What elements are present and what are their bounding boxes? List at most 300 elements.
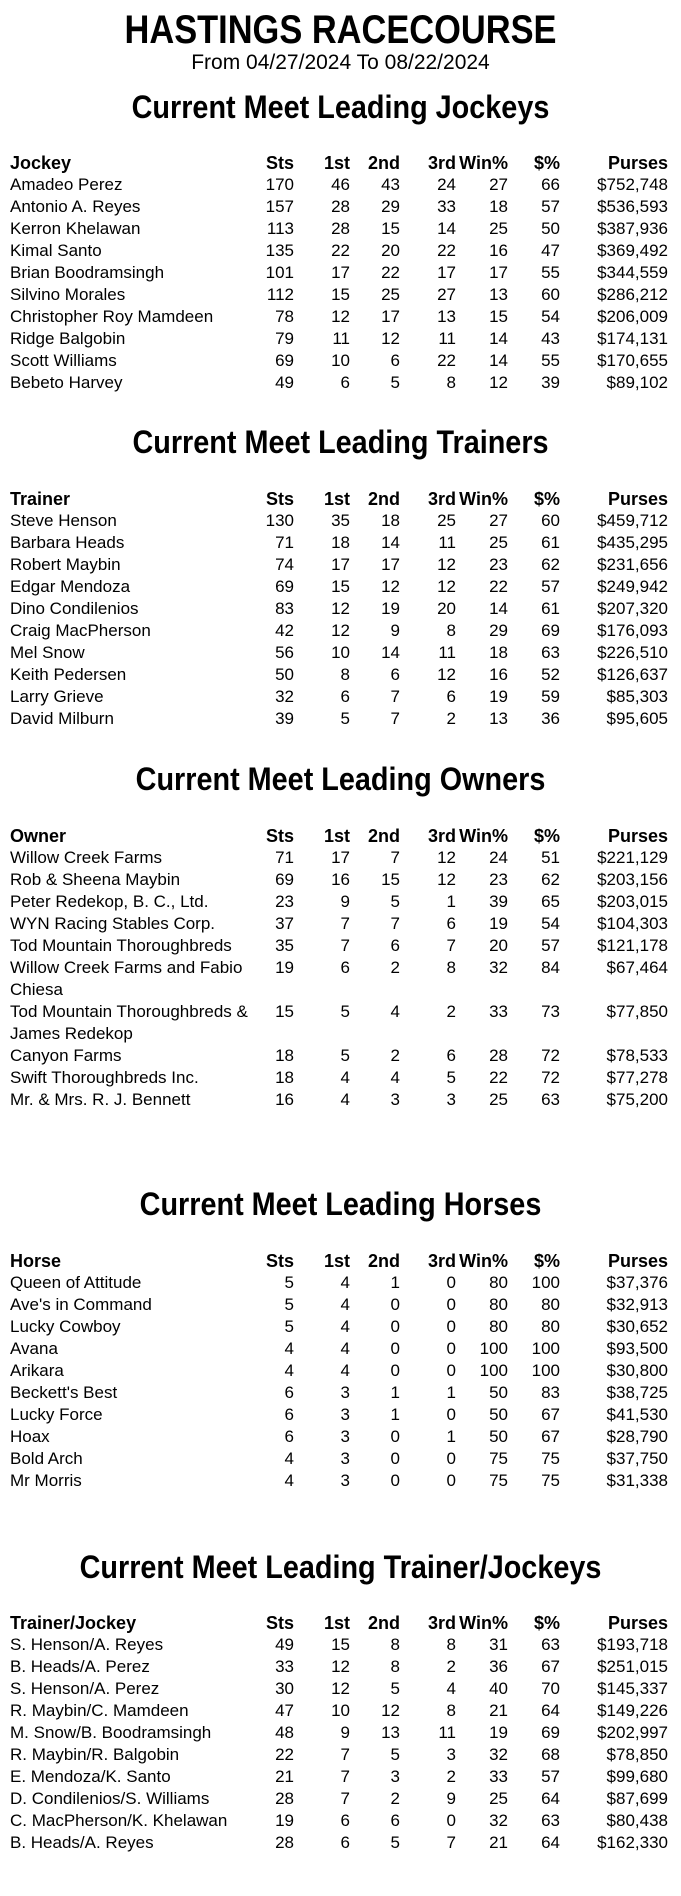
cell-name: Willow Creek Farms and Fabio Chiesa (10, 958, 243, 999)
cell-third: 6 (446, 914, 456, 933)
cell-second: 2 (390, 1046, 400, 1065)
cell-name: Bebeto Harvey (10, 373, 123, 392)
cell-win-pct: 24 (489, 848, 508, 867)
cell-sts: 21 (275, 1767, 294, 1786)
cell-second: 12 (381, 329, 400, 348)
cell-win-pct: 25 (489, 219, 508, 238)
cell-dollar-pct: 67 (541, 1405, 560, 1424)
table-row (10, 306, 668, 328)
cell-first: 5 (340, 1046, 350, 1065)
cell-dollar-pct: 52 (541, 665, 560, 684)
cell-third: 11 (438, 533, 456, 552)
cell-win-pct: 31 (489, 1635, 508, 1654)
cell-second: 7 (390, 687, 400, 706)
table-header-row (10, 1612, 668, 1634)
cell-name: Avana (10, 1339, 58, 1358)
column-header-win-pct: Win% (459, 153, 508, 173)
cell-sts: 18 (275, 1046, 294, 1065)
cell-win-pct: 21 (489, 1701, 508, 1720)
cell-purses: $162,330 (597, 1833, 668, 1852)
cell-first: 5 (340, 709, 350, 728)
cell-win-pct: 21 (489, 1833, 508, 1852)
column-header-dollar-pct: $% (533, 489, 560, 509)
cell-first: 3 (340, 1405, 350, 1424)
cell-first: 3 (340, 1449, 350, 1468)
cell-first: 22 (331, 241, 350, 260)
cell-sts: 48 (275, 1723, 294, 1742)
cell-purses: $30,652 (606, 1317, 668, 1336)
column-header-dollar-pct: $% (533, 1613, 560, 1633)
cell-first: 4 (340, 1273, 350, 1292)
table-row (10, 686, 668, 708)
cell-dollar-pct: 100 (531, 1361, 560, 1380)
cell-name: Kimal Santo (10, 241, 102, 260)
table-row (10, 262, 668, 284)
date-range: From 04/27/2024 To 08/22/2024 (191, 51, 490, 74)
section-title: Current Meet Leading Trainer/Jockeys (79, 1549, 602, 1585)
cell-purses: $37,750 (606, 1449, 668, 1468)
cell-purses: $387,936 (597, 219, 668, 238)
cell-name: Canyon Farms (10, 1046, 122, 1065)
cell-sts: 4 (284, 1449, 294, 1468)
cell-first: 7 (340, 1745, 350, 1764)
cell-dollar-pct: 63 (541, 1811, 560, 1830)
cell-purses: $536,593 (597, 197, 668, 216)
cell-sts: 18 (275, 1068, 294, 1087)
column-header-sts: Sts (265, 1251, 294, 1271)
cell-win-pct: 19 (489, 687, 508, 706)
cell-second: 3 (390, 1090, 400, 1109)
cell-first: 15 (331, 577, 350, 596)
cell-third: 2 (446, 1767, 456, 1786)
table-row (10, 957, 668, 1001)
cell-win-pct: 18 (489, 197, 508, 216)
cell-win-pct: 32 (489, 1811, 508, 1830)
cell-third: 1 (446, 892, 456, 911)
cell-sts: 135 (265, 241, 294, 260)
cell-purses: $286,212 (597, 285, 668, 304)
cell-sts: 4 (284, 1471, 294, 1490)
table-row (10, 218, 668, 240)
cell-third: 0 (446, 1449, 456, 1468)
cell-sts: 35 (275, 936, 294, 955)
cell-purses: $75,200 (606, 1090, 668, 1109)
cell-win-pct: 14 (489, 599, 508, 618)
column-header-second: 2nd (367, 1613, 400, 1633)
cell-sts: 130 (265, 511, 294, 530)
cell-purses: $32,913 (606, 1295, 668, 1314)
cell-third: 2 (446, 709, 456, 728)
cell-second: 20 (381, 241, 400, 260)
cell-sts: 71 (275, 848, 294, 867)
cell-win-pct: 75 (489, 1471, 508, 1490)
cell-third: 3 (446, 1745, 456, 1764)
cell-third: 12 (437, 577, 456, 596)
table-row (10, 174, 668, 196)
cell-third: 8 (446, 1701, 456, 1720)
cell-third: 22 (437, 241, 456, 260)
cell-second: 5 (390, 373, 400, 392)
table-row (10, 598, 668, 620)
cell-first: 35 (331, 511, 350, 530)
section-title: Current Meet Leading Owners (135, 761, 546, 797)
cell-first: 15 (331, 1635, 350, 1654)
cell-second: 12 (381, 1701, 400, 1720)
cell-third: 1 (446, 1383, 456, 1402)
cell-name: Queen of Attitude (10, 1273, 142, 1292)
cell-first: 16 (331, 870, 350, 889)
cell-sts: 170 (265, 175, 294, 194)
cell-sts: 39 (275, 709, 294, 728)
cell-dollar-pct: 39 (541, 373, 560, 392)
cell-third: 0 (446, 1273, 456, 1292)
cell-purses: $37,376 (606, 1273, 668, 1292)
column-header-name: Owner (10, 826, 67, 846)
cell-purses: $145,337 (597, 1679, 668, 1698)
table-row (10, 1360, 668, 1382)
cell-sts: 6 (284, 1427, 294, 1446)
cell-first: 6 (340, 1811, 350, 1830)
cell-dollar-pct: 47 (541, 241, 560, 260)
cell-name: Dino Condilenios (10, 599, 139, 618)
cell-sts: 28 (275, 1789, 294, 1808)
table-row (10, 708, 668, 730)
cell-sts: 6 (284, 1405, 294, 1424)
cell-win-pct: 23 (489, 555, 508, 574)
cell-second: 5 (390, 1679, 400, 1698)
cell-name: Lucky Force (10, 1405, 103, 1424)
table-row (10, 350, 668, 372)
cell-first: 8 (340, 665, 350, 684)
cell-second: 4 (390, 1068, 400, 1087)
cell-sts: 42 (275, 621, 294, 640)
cell-first: 12 (331, 1679, 350, 1698)
cell-third: 1 (446, 1427, 456, 1446)
cell-third: 11 (438, 643, 456, 662)
table-row (10, 1045, 668, 1067)
table-row (10, 576, 668, 598)
cell-first: 28 (331, 219, 350, 238)
table-row (10, 1294, 668, 1316)
cell-name: Ridge Balgobin (10, 329, 126, 348)
cell-second: 5 (390, 1833, 400, 1852)
cell-third: 27 (437, 285, 456, 304)
cell-name: S. Henson/A. Perez (10, 1679, 160, 1698)
cell-purses: $251,015 (597, 1657, 668, 1676)
cell-dollar-pct: 59 (541, 687, 560, 706)
cell-win-pct: 50 (489, 1427, 508, 1446)
cell-purses: $459,712 (597, 511, 668, 530)
cell-sts: 78 (275, 307, 294, 326)
column-header-win-pct: Win% (459, 1613, 508, 1633)
column-header-purses: Purses (607, 826, 668, 846)
cell-second: 1 (390, 1273, 400, 1292)
cell-win-pct: 23 (489, 870, 508, 889)
cell-sts: 79 (275, 329, 294, 348)
cell-dollar-pct: 61 (541, 533, 560, 552)
cell-purses: $221,129 (597, 848, 668, 867)
cell-sts: 30 (275, 1679, 294, 1698)
cell-second: 1 (390, 1405, 400, 1424)
cell-win-pct: 25 (489, 1789, 508, 1808)
cell-second: 43 (381, 175, 400, 194)
cell-third: 14 (437, 219, 456, 238)
cell-sts: 47 (275, 1701, 294, 1720)
cell-third: 12 (437, 665, 456, 684)
cell-first: 28 (331, 197, 350, 216)
cell-second: 2 (390, 958, 400, 977)
cell-first: 4 (340, 1317, 350, 1336)
cell-purses: $31,338 (606, 1471, 668, 1490)
cell-purses: $231,656 (597, 555, 668, 574)
cell-third: 4 (446, 1679, 456, 1698)
cell-purses: $207,320 (597, 599, 668, 618)
cell-dollar-pct: 64 (541, 1789, 560, 1808)
cell-dollar-pct: 62 (541, 870, 560, 889)
cell-purses: $78,850 (606, 1745, 668, 1764)
cell-purses: $77,278 (606, 1068, 668, 1087)
table-row (10, 1744, 668, 1766)
column-header-third: 3rd (427, 1251, 456, 1271)
cell-name: Tod Mountain Thoroughbreds & James Redekop (10, 1002, 248, 1043)
table-row (10, 1001, 668, 1045)
cell-sts: 69 (275, 351, 294, 370)
cell-name: Robert Maybin (10, 555, 121, 574)
cell-first: 3 (340, 1383, 350, 1402)
cell-purses: $435,295 (597, 533, 668, 552)
cell-sts: 32 (275, 687, 294, 706)
cell-purses: $249,942 (597, 577, 668, 596)
cell-third: 2 (446, 1657, 456, 1676)
table-row (10, 847, 668, 869)
cell-purses: $126,637 (597, 665, 668, 684)
cell-first: 4 (340, 1090, 350, 1109)
cell-name: Rob & Sheena Maybin (10, 870, 181, 889)
cell-third: 12 (437, 848, 456, 867)
table-header-row (10, 1250, 668, 1272)
cell-third: 8 (446, 373, 456, 392)
cell-name: Amadeo Perez (10, 175, 123, 194)
cell-dollar-pct: 66 (541, 175, 560, 194)
cell-second: 9 (390, 621, 400, 640)
cell-name: B. Heads/A. Reyes (10, 1833, 154, 1852)
column-header-name: Horse (10, 1251, 62, 1271)
column-header-name: Jockey (10, 153, 72, 173)
table-row (10, 1316, 668, 1338)
table-row (10, 1810, 668, 1832)
cell-sts: 69 (275, 870, 294, 889)
cell-win-pct: 29 (489, 621, 508, 640)
table-row (10, 1678, 668, 1700)
cell-sts: 74 (275, 555, 294, 574)
cell-sts: 112 (266, 285, 294, 304)
cell-purses: $78,533 (606, 1046, 668, 1065)
cell-sts: 4 (284, 1361, 294, 1380)
cell-purses: $99,680 (606, 1767, 668, 1786)
cell-purses: $67,464 (606, 958, 668, 977)
cell-third: 13 (437, 307, 456, 326)
column-header-first: 1st (323, 153, 350, 173)
cell-win-pct: 32 (489, 958, 508, 977)
cell-name: R. Maybin/R. Balgobin (10, 1745, 180, 1764)
cell-name: Steve Henson (10, 511, 117, 530)
column-header-purses: Purses (607, 1251, 668, 1271)
cell-second: 12 (381, 577, 400, 596)
column-header-first: 1st (323, 489, 350, 509)
cell-third: 11 (438, 1723, 456, 1742)
cell-first: 4 (340, 1361, 350, 1380)
cell-dollar-pct: 83 (541, 1383, 560, 1402)
cell-name: Barbara Heads (10, 533, 125, 552)
cell-second: 15 (381, 870, 400, 889)
cell-sts: 5 (284, 1273, 294, 1292)
table-header-row (10, 152, 668, 174)
cell-sts: 50 (275, 665, 294, 684)
cell-name: Peter Redekop, B. C., Ltd. (10, 892, 209, 911)
column-header-second: 2nd (367, 1251, 400, 1271)
cell-purses: $202,997 (597, 1723, 668, 1742)
cell-purses: $203,015 (597, 892, 668, 911)
cell-dollar-pct: 51 (541, 848, 560, 867)
section-owners (0, 760, 681, 1109)
cell-first: 10 (331, 351, 350, 370)
cell-purses: $28,790 (606, 1427, 668, 1446)
cell-third: 8 (446, 1635, 456, 1654)
cell-name: Beckett's Best (10, 1383, 118, 1402)
cell-win-pct: 33 (489, 1767, 508, 1786)
cell-purses: $369,492 (597, 241, 668, 260)
table-row (10, 1382, 668, 1404)
cell-first: 4 (340, 1339, 350, 1358)
cell-name: Mr. & Mrs. R. J. Bennett (10, 1090, 191, 1109)
cell-second: 6 (390, 665, 400, 684)
cell-name: Brian Boodramsingh (10, 263, 165, 282)
cell-purses: $95,605 (606, 709, 668, 728)
cell-sts: 16 (275, 1090, 294, 1109)
cell-purses: $170,655 (597, 351, 668, 370)
trainers-table (10, 488, 668, 730)
cell-name: R. Maybin/C. Mamdeen (10, 1701, 189, 1720)
cell-sts: 15 (275, 1002, 294, 1021)
cell-sts: 157 (265, 197, 294, 216)
cell-second: 17 (381, 555, 400, 574)
cell-name: Hoax (10, 1427, 50, 1446)
cell-first: 7 (340, 914, 350, 933)
table-header-row (10, 825, 668, 847)
cell-first: 6 (340, 958, 350, 977)
cell-dollar-pct: 69 (541, 1723, 560, 1742)
cell-dollar-pct: 60 (541, 511, 560, 530)
cell-dollar-pct: 55 (541, 351, 560, 370)
cell-dollar-pct: 65 (541, 892, 560, 911)
cell-win-pct: 22 (489, 577, 508, 596)
cell-second: 0 (390, 1449, 400, 1468)
table-row (10, 1404, 668, 1426)
cell-purses: $93,500 (606, 1339, 668, 1358)
column-header-first: 1st (323, 1613, 350, 1633)
cell-sts: 37 (275, 914, 294, 933)
cell-dollar-pct: 57 (541, 577, 560, 596)
cell-win-pct: 20 (489, 936, 508, 955)
cell-sts: 6 (284, 1383, 294, 1402)
cell-win-pct: 19 (489, 914, 508, 933)
cell-purses: $149,226 (597, 1701, 668, 1720)
cell-win-pct: 50 (489, 1405, 508, 1424)
cell-sts: 23 (275, 892, 294, 911)
cell-name: Silvino Morales (10, 285, 126, 304)
table-row (10, 664, 668, 686)
table-row (10, 1656, 668, 1678)
cell-third: 11 (438, 329, 456, 348)
cell-third: 24 (437, 175, 456, 194)
cell-name: Lucky Cowboy (10, 1317, 121, 1336)
cell-dollar-pct: 63 (541, 643, 560, 662)
cell-sts: 49 (275, 1635, 294, 1654)
cell-first: 17 (331, 263, 350, 282)
cell-purses: $77,850 (606, 1002, 668, 1021)
cell-third: 9 (446, 1789, 456, 1808)
cell-second: 14 (381, 643, 400, 662)
column-header-sts: Sts (265, 1613, 294, 1633)
cell-second: 7 (390, 914, 400, 933)
cell-third: 17 (437, 263, 456, 282)
cell-win-pct: 18 (489, 643, 508, 662)
cell-first: 17 (331, 848, 350, 867)
cell-third: 0 (446, 1471, 456, 1490)
cell-third: 8 (446, 958, 456, 977)
column-header-win-pct: Win% (459, 1251, 508, 1271)
cell-dollar-pct: 100 (531, 1339, 560, 1358)
table-row (10, 1722, 668, 1744)
table-row (10, 642, 668, 664)
cell-name: Swift Thoroughbreds Inc. (10, 1068, 199, 1087)
cell-first: 3 (340, 1427, 350, 1446)
table-row (10, 510, 668, 532)
cell-sts: 19 (275, 958, 294, 977)
table-row (10, 532, 668, 554)
cell-second: 25 (381, 285, 400, 304)
cell-win-pct: 13 (489, 285, 508, 304)
cell-dollar-pct: 67 (541, 1427, 560, 1446)
cell-sts: 5 (284, 1317, 294, 1336)
column-header-sts: Sts (265, 489, 294, 509)
cell-dollar-pct: 84 (541, 958, 560, 977)
cell-first: 5 (340, 1002, 350, 1021)
cell-first: 10 (331, 643, 350, 662)
cell-first: 12 (331, 621, 350, 640)
cell-sts: 49 (275, 373, 294, 392)
cell-dollar-pct: 50 (541, 219, 560, 238)
table-row (10, 1426, 668, 1448)
cell-name: Craig MacPherson (10, 621, 151, 640)
cell-dollar-pct: 72 (541, 1046, 560, 1065)
cell-win-pct: 33 (489, 1002, 508, 1021)
table-row (10, 1067, 668, 1089)
cell-purses: $226,510 (597, 643, 668, 662)
cell-purses: $41,530 (606, 1405, 668, 1424)
cell-first: 6 (340, 1833, 350, 1852)
column-header-first: 1st (323, 826, 350, 846)
cell-first: 7 (340, 936, 350, 955)
cell-third: 6 (446, 687, 456, 706)
table-row (10, 620, 668, 642)
cell-second: 29 (381, 197, 400, 216)
cell-sts: 113 (266, 219, 294, 238)
cell-purses: $30,800 (606, 1361, 668, 1380)
cell-win-pct: 40 (489, 1679, 508, 1698)
cell-name: Christopher Roy Mamdeen (10, 307, 214, 326)
cell-third: 0 (446, 1317, 456, 1336)
